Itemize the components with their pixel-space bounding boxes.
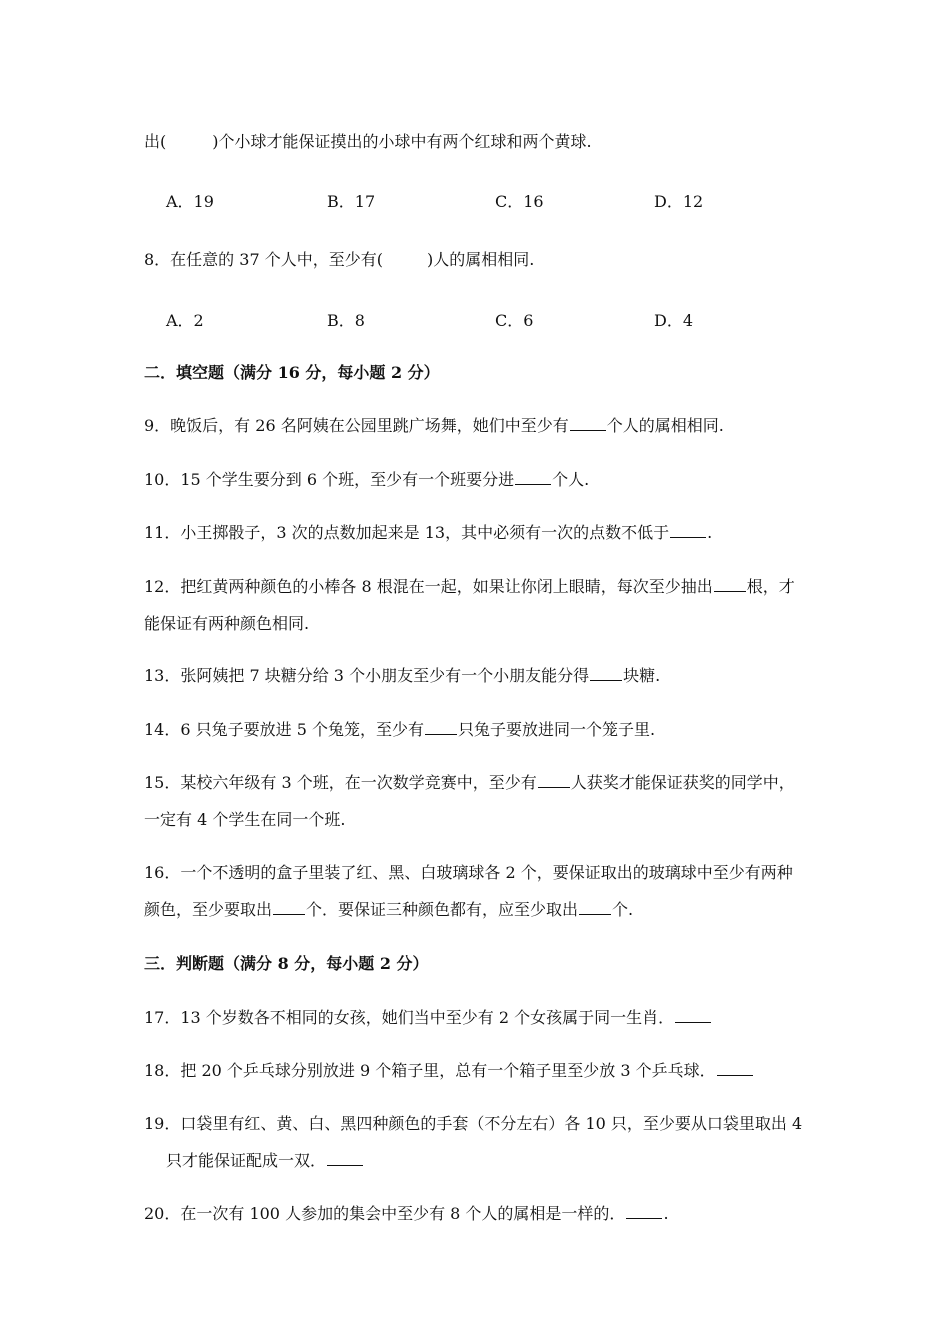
answer-blank[interactable] — [675, 1006, 711, 1023]
question-20: 20．在一次有 100 人参加的集会中至少有 8 个人的属相是一样的． . — [144, 1204, 669, 1223]
question-17: 17．13 个岁数各不相同的女孩，她们当中至少有 2 个女孩属于同一生肖． — [144, 1006, 712, 1030]
question-18: 18．把 20 个乒乓球分别放进 9 个箱子里，总有一个箱子里至少放 3 个乒乓球． — [144, 1059, 754, 1083]
question-12: 12．把红黄两种颜色的小棒各 8 根混在一起，如果让你闭上眼睛，每次至少抽出 根，才 — [144, 577, 795, 596]
option-d[interactable]: D．4 — [654, 311, 694, 330]
answer-blank[interactable] — [273, 898, 305, 915]
answer-blank[interactable] — [538, 771, 570, 788]
question-7-tail: 出( )个小球才能保证摸出的小球中有两个红球和两个黄球. — [144, 132, 592, 151]
answer-blank[interactable] — [579, 898, 611, 915]
option-a[interactable]: A．19 — [166, 192, 214, 211]
question-19: 19．口袋里有红、黄、白、黑四种颜色的手套（不分左右）各 10 只，至少要从口袋里取出 4 — [144, 1114, 803, 1133]
question-16: 16．一个不透明的盒子里装了红、黑、白玻璃球各 2 个，要保证取出的玻璃球中至少有两种 — [144, 863, 793, 882]
question-9: 9．晚饭后，有 26 名阿姨在公园里跳广场舞，她们中至少有 个人的属相相同. — [144, 416, 724, 435]
answer-blank[interactable] — [590, 664, 622, 681]
option-c[interactable]: C．6 — [495, 311, 534, 330]
question-16-cont: 颜色，至少要取出 个．要保证三种颜色都有，应至少取出 个. — [144, 900, 634, 919]
question-15-cont: 一定有 4 个学生在同一个班. — [144, 810, 346, 829]
question-14: 14．6 只兔子要放进 5 个兔笼，至少有 只兔子要放进同一个笼子里. — [144, 720, 656, 739]
question-11: 11．小王掷骰子，3 次的点数加起来是 13，其中必须有一次的点数不低于 . — [144, 523, 713, 542]
question-10: 10．15 个学生要分到 6 个班，至少有一个班要分进 个人. — [144, 470, 590, 489]
option-b[interactable]: B．8 — [327, 311, 365, 330]
answer-blank[interactable] — [717, 1059, 753, 1076]
question-8: 8．在任意的 37 个人中，至少有( )人的属相相同. — [144, 250, 535, 269]
answer-blank[interactable] — [327, 1149, 363, 1166]
option-c[interactable]: C．16 — [495, 192, 544, 211]
answer-blank[interactable] — [626, 1202, 662, 1219]
option-d[interactable]: D．12 — [654, 192, 704, 211]
answer-blank[interactable] — [714, 575, 746, 592]
answer-blank[interactable] — [670, 521, 706, 538]
option-b[interactable]: B．17 — [327, 192, 376, 211]
answer-blank[interactable] — [515, 468, 551, 485]
answer-blank[interactable] — [570, 414, 606, 431]
question-15: 15．某校六年级有 3 个班，在一次数学竞赛中，至少有 人获奖才能保证获奖的同学中， — [144, 773, 795, 792]
question-13: 13．张阿姨把 7 块糖分给 3 个小朋友至少有一个小朋友能分得 块糖. — [144, 666, 661, 685]
section-3-title: 三．判断题（满分 8 分，每小题 2 分） — [144, 954, 429, 973]
answer-blank[interactable] — [425, 718, 457, 735]
question-12-cont: 能保证有两种颜色相同. — [144, 614, 310, 633]
section-2-title: 二．填空题（满分 16 分，每小题 2 分） — [144, 363, 440, 382]
option-a[interactable]: A．2 — [166, 311, 204, 330]
question-19-cont: 只才能保证配成一双． — [166, 1149, 364, 1173]
